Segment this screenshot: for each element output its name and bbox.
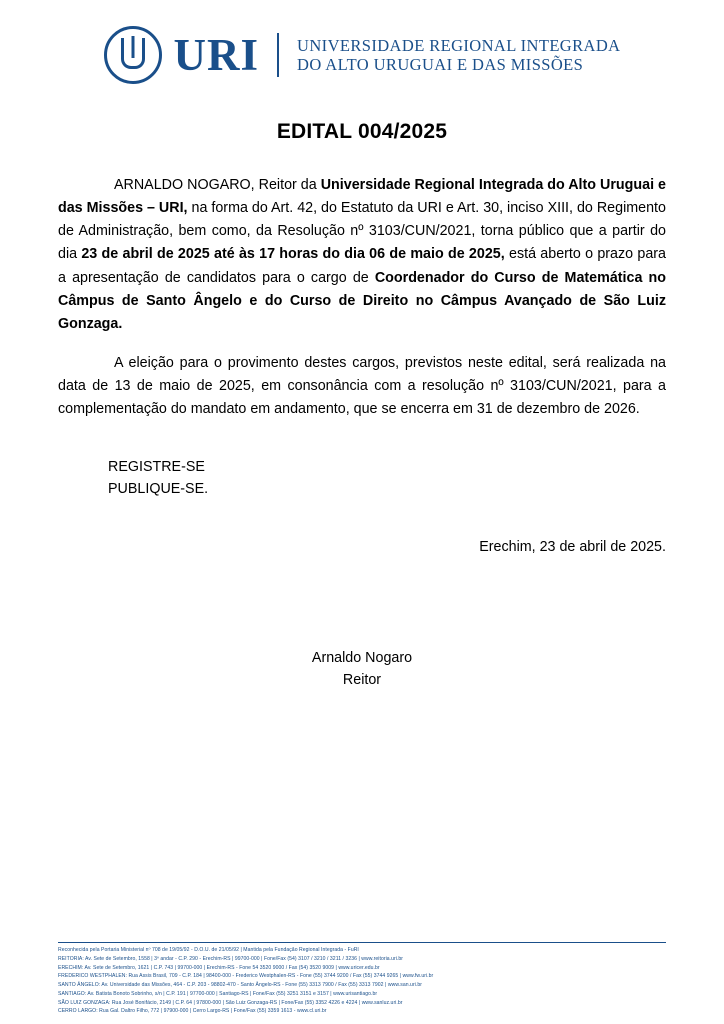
document-footer	[0, 942, 724, 1016]
page-title: EDITAL 004/2025	[276, 120, 448, 143]
signoff-block	[58, 456, 666, 502]
logo-wordmark	[297, 36, 620, 75]
document-body	[58, 174, 666, 422]
footer-divider	[58, 942, 666, 943]
logo-divider	[277, 33, 279, 77]
signature-block	[58, 647, 666, 691]
footer-line: Reconhecida pela Portaria Ministerial nº 708 de 19/05/92 - D.O.U. de 21/05/92 | Mantida pela Fundação Regional Integrada - FuRI	[58, 947, 359, 953]
footer-line: SÃO LUIZ GONZAGA: Rua José Bonifácio, 2149 | C.P. 64 | 97800-000 | São Luiz Gonzaga-RS | Fone/Fax (55) 3352 4226 e 4224 | www.sanluz.uri.br	[58, 999, 403, 1006]
p1-seg-6: Coordenador do Curso de Matemática no Câmpus de Santo Ângelo e do Curso de Direito no Câmpus Avançado de São Luiz Gonzaga.	[58, 269, 666, 332]
signature-role: Reitor	[342, 672, 382, 689]
signoff-line-1: REGISTRE-SE	[108, 458, 205, 475]
p1-seg-2: Universidade Regional Integrada do Alto Uruguai e das Missões – URI,	[58, 177, 666, 217]
document-header	[58, 0, 666, 84]
footer-line: FREDERICO WESTPHALEN: Rua Assis Brasil, 709 - C.P. 184 | 98400-000 - Frederico Westphalen-RS - Fone (55) 3744 9200 / Fax (55) 3744 9265 | www.fw.uri.br	[58, 973, 434, 980]
logo-line-2: DO ALTO URUGUAI E DAS MISSÕES	[297, 55, 584, 74]
footer-line: REITORIA: Av. Sete de Setembro, 1558 | 3º andar - C.P. 290 - Erechim-RS | 99700-000 | Fone/Fax (54) 3107 / 3210 / 3211 / 3236 | www.reitoria.uri.br	[58, 955, 404, 962]
place-and-date: Erechim, 23 de abril de 2025.	[479, 539, 666, 556]
footer-line: SANTO ÂNGELO: Av. Universidade das Missões, 464 - C.P. 203 - 98802-470 - Santo Ângelo-RS - Fone (55) 3313 7900 / Fax (55) 3313 7902 | www.san.uri.br	[58, 982, 422, 988]
footer-line: SANTIAGO: Av. Batista Bonoto Sobrinho, s/n | C.P. 191 | 97700-000 | Santiago-RS | Fone/Fax (55) 3251 3151 e 3157 | www.urisantiago.br	[58, 990, 378, 997]
p1-seg-1: ARNALDO NOGARO, Reitor da	[114, 177, 321, 193]
uri-shield-icon	[104, 26, 162, 84]
p1-seg-3: na forma do Art. 42, do Estatuto da URI e Art. 30, inciso XIII, do Regimento de Administração, bem como, da Resolução nº 3103/CUN/2021, torna público que a partir do dia	[58, 200, 666, 263]
p1-seg-4: 23 de abril de 2025 até às 17 horas do dia 06 de maio de 2025,	[81, 246, 505, 263]
signature-name: Arnaldo Nogaro	[311, 650, 413, 667]
paragraph-1	[58, 174, 666, 336]
footer-contact-lines	[58, 946, 666, 1016]
logo-line-1: UNIVERSIDADE REGIONAL INTEGRADA	[297, 35, 621, 55]
p1-seg-5: está aberto o prazo para a apresentação de candidatos para o cargo de	[58, 246, 666, 286]
footer-line: ERECHIM: Av. Sete de Setembro, 1621 | C.P. 743 | 99700-000 | Erechim-RS - Fone 54 3520 9000 / Fax (54) 3520 9009 | www.uricer.edu.br	[58, 964, 380, 971]
signoff-line-2: PUBLIQUE-SE.	[108, 481, 209, 498]
footer-line: CERRO LARGO: Rua Gal. Daltro Filho, 772 | 97900-000 | Cerro Largo-RS | Fone/Fax (55) 3359 1613 - www.cl.uri.br	[58, 1008, 327, 1015]
paragraph-2: A eleição para o provimento destes cargos, previstos neste edital, será realizada na data de 13 de maio de 2025, em consonância com a resolução nº 3103/CUN/2021, para a complementação do mandato em andamento, que se encerra em 31 de dezembro de 2026.	[58, 355, 666, 418]
logo-acronym: URI	[173, 29, 260, 80]
